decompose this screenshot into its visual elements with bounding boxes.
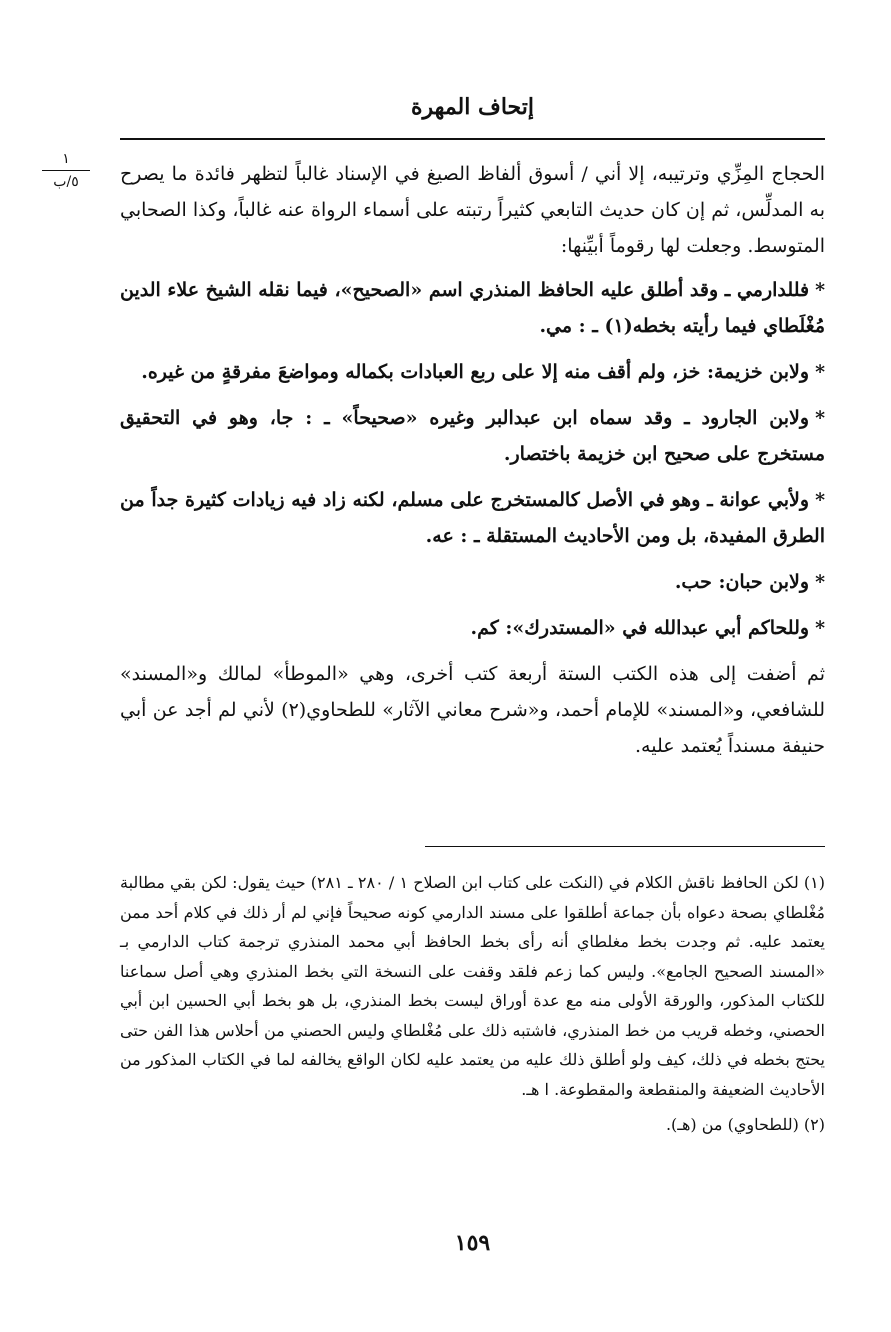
entry-text: ولابن الجارود ـ وقد سماه ابن عبدالبر وغيره «صحيحاً» ـ : جا، وهو في التحقيق مستخرج على صحيح ابن خزيمة باختصار. (120, 407, 825, 465)
bullet-star-icon: * (815, 617, 825, 639)
footnote-2: (٢) (للطحاوي) من (هـ). (665, 1115, 825, 1134)
entry-text: ولأبي عوانة ـ وهو في الأصل كالمستخرج على مسلم، لكنه زاد فيه زيادات كثيرة جداً من الطرق المفيدة، بل ومن الأحاديث المستقلة ـ : عه. (120, 489, 825, 547)
margin-note-line (42, 170, 90, 171)
entry-text: فللدارمي ـ وقد أطلق عليه الحافظ المنذري اسم «الصحيح»، فيما نقله الشيخ علاء الدين مُغْلَطاي فيما رأيته بخطه(١) ـ : مي. (120, 279, 825, 337)
closing-paragraph: ثم أضفت إلى هذه الكتب الستة أربعة كتب أخرى، وهي «الموطأ» لمالك و«المسند» للشافعي، و«المسند» للإمام أحمد، و«شرح معاني الآثار» للطحاوي(٢) لأني لم أجد عن أبي حنيفة مسنداً يُعتمد عليه. (120, 663, 825, 757)
margin-folio-note (38, 150, 94, 191)
entry-ibn-jarud (120, 400, 825, 472)
footnote-divider (425, 846, 825, 847)
page-header-title: إتحاف المهرة (411, 94, 534, 120)
bullet-star-icon: * (815, 279, 825, 301)
margin-note-top: ١ (62, 151, 70, 167)
entry-text: ولابن حبان: حب. (674, 571, 810, 593)
main-body-text (120, 156, 825, 772)
page-number: ١٥٩ (454, 1230, 491, 1256)
entry-text: وللحاكم أبي عبدالله في «المستدرك»: كم. (470, 617, 810, 639)
footnote-1: (١) لكن الحافظ ناقش الكلام في (النكت على كتاب ابن الصلاح ١ / ٢٨٠ ـ ٢٨١) حيث يقول: لكن بقي مطالبة مُغْلطاي بصحة دعواه بأن جماعة أطلقوا على مسند الدارمي كونه صحيحاً فإني لم أر ذلك في كلام أحد ممن يعتمد عليه. ثم وجدت بخط مغلطاي أنه رأى بخط الحافظ أبي محمد المنذري ترجمة كتاب الدارمي بـ «المسند الصحيح الجامع». وليس كما زعم فلقد وقفت على النسخة التي بخط المنذري وهي أصل سماعنا للكتاب المذكور، والورقة الأولى منه مع عدة أوراق ليست بخط المنذري، بل هو بخط أبي الحسين ابن أبي الحصني، وخطه قريب من خط المنذري، فاشتبه ذلك على مُغْلطاي وليس الحصني من أحلاس هذا الفن حتى يحتج بخطه في ذلك، كيف ولو أطلق ذلك عليه من يعتمد عليه لكان الواقع يخالفه لما في الكتاب المذكور من الأحاديث الضعيفة والمنقطعة والمقطوعة. ا هـ. (120, 873, 826, 1099)
entry-abu-awana (120, 482, 825, 554)
bullet-star-icon: * (815, 407, 825, 429)
entry-hakim (120, 610, 825, 646)
entry-darimi (120, 272, 825, 344)
header-divider (120, 138, 825, 140)
entry-ibn-khuzayma (120, 354, 825, 390)
bullet-star-icon: * (815, 361, 825, 383)
footnotes-section (120, 868, 825, 1146)
bullet-star-icon: * (815, 489, 825, 511)
entry-ibn-hibban (120, 564, 825, 600)
intro-paragraph: الحجاج المِزِّي وترتيبه، إلا أني / أسوق ألفاظ الصيغ في الإسناد غالباً لتظهر فائدة ما يصرح به المدلِّس، ثم إن كان حديث التابعي كثيراً رتبته على أسماء الرواة عنه غالباً، وكذا الصحابي المتوسط. وجعلت لها رقوماً أبيِّنها: (120, 163, 825, 257)
bullet-star-icon: * (815, 571, 825, 593)
margin-note-bottom: ٥/ب (53, 174, 79, 190)
entry-text: ولابن خزيمة: خز، ولم أقف منه إلا على ربع العبادات بكماله ومواضعَ مفرقةٍ من غيره. (141, 361, 810, 383)
